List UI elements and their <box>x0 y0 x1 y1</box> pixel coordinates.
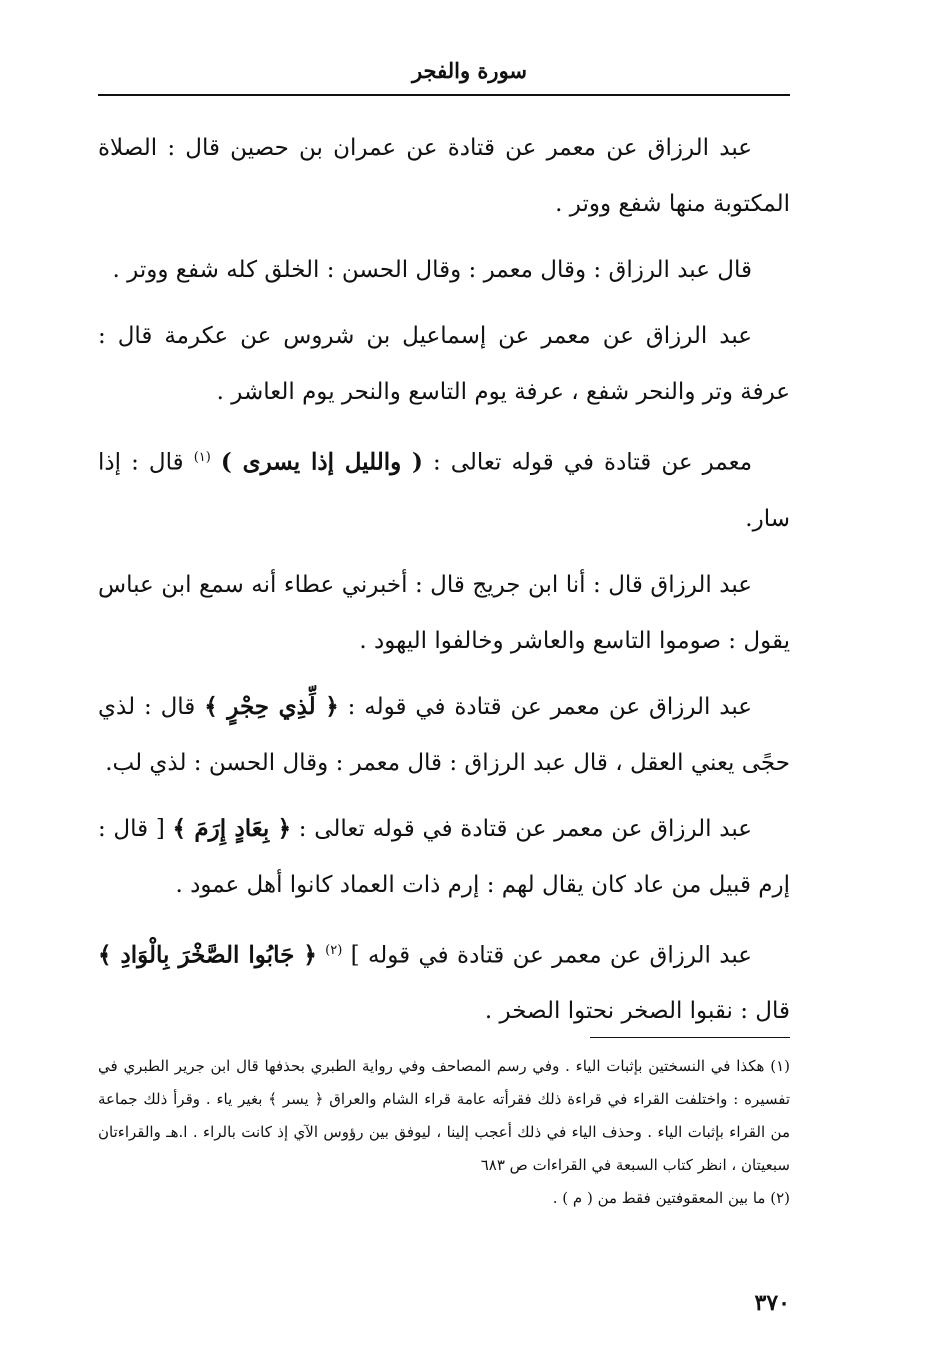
page-title: سورة والفجر <box>411 58 528 83</box>
paragraph-text: عبد الرزاق عن معمر عن قتادة في قوله تعالى : <box>298 815 752 842</box>
header-divider <box>98 94 790 96</box>
paragraph-text: قال عبد الرزاق : وقال معمر : وقال الحسن : الخلق كله شفع ووتر . <box>112 257 752 283</box>
paragraph <box>98 242 790 298</box>
paragraph-text: معمر عن قتادة في قوله تعالى : <box>432 449 753 476</box>
paragraph-text: عبد الرزاق عن معمر عن قتادة عن عمران بن حصين قال : الصلاة المكتوبة منها شفع ووتر . <box>98 135 790 217</box>
paragraph <box>98 923 790 1040</box>
footnote-divider <box>590 1037 790 1038</box>
paragraph-text: قال : نقبوا الصخر نحتوا الصخر . <box>484 998 790 1025</box>
quran-verse: ﴿ بِعَادٍ إِرَمَ ﴾ <box>172 814 292 842</box>
paragraph-text: عبد الرزاق عن معمر عن قتادة في قوله : <box>347 693 753 720</box>
paragraph <box>98 801 790 913</box>
page-number: ٣٧٠ <box>754 1290 790 1316</box>
quran-verse: ﴿ لِّذِي حِجْرٍ ﴾ <box>204 692 339 720</box>
quran-verse: ﴿ جَابُوا الصَّخْرَ بِالْوَادِ ﴾ <box>98 941 317 969</box>
quran-verse: ( والليل إذا يسرى ) <box>220 448 423 476</box>
footnotes <box>98 1050 790 1215</box>
paragraph <box>98 308 790 420</box>
paragraph-text: عبد الرزاق عن معمر عن إسماعيل بن شروس عن عكرمة قال : عرفة وتر والنحر شفع ، عرفة يوم التاسع والنحر يوم العاشر . <box>98 323 790 405</box>
paragraph-text: قال : لذي حجًى يعني العقل ، قال عبد الرزاق : قال معمر : وقال الحسن : لذي لب. <box>98 693 790 776</box>
footnote-marker: (١) <box>193 450 211 465</box>
paragraph-text: عبد الرزاق قال : أنا ابن جريج قال : أخبرني عطاء أنه سمع ابن عباس يقول : صوموا التاسع والعاشر وخالفوا اليهود . <box>98 571 790 654</box>
footnote: (٢) ما بين المعقوفتين فقط من ( م ) . <box>552 1189 790 1207</box>
paragraph <box>98 120 790 232</box>
paragraph-text: قال : إذا سار. <box>98 449 790 532</box>
paragraph <box>98 679 790 791</box>
paragraph-text: عبد الرزاق عن معمر عن قتادة في قوله ] <box>350 942 752 969</box>
paragraph <box>98 430 790 547</box>
footnote-marker: (٢) <box>325 942 343 958</box>
paragraph <box>98 557 790 669</box>
footnote: (١) هكذا في النسختين بإثبات الياء . وفي رسم المصاحف وفي رواية الطبري بحذفها قال ابن جرير الطبري في تفسيره : واختلفت القراء في قراءة ذلك فقرأته عامة قراء الشام والعراق ﴿ يسر ﴾ بغير ياء . وقرأ ذلك جماعة من القراء بإثبات الياء . وحذف الياء في ذلك أعجب إلينا ، ليوفق بين رؤوس الآي إذ كانت بالراء . ا.هـ والقراءتان سبعيتان ، انظر كتاب السبعة في القراءات ص ٦٨٣ <box>98 1057 790 1174</box>
main-text <box>98 120 790 1049</box>
paragraph-text: [ قال : إرم قبيل من عاد كان يقال لهم : إرم ذات العماد كانوا أهل عمود . <box>98 815 790 898</box>
